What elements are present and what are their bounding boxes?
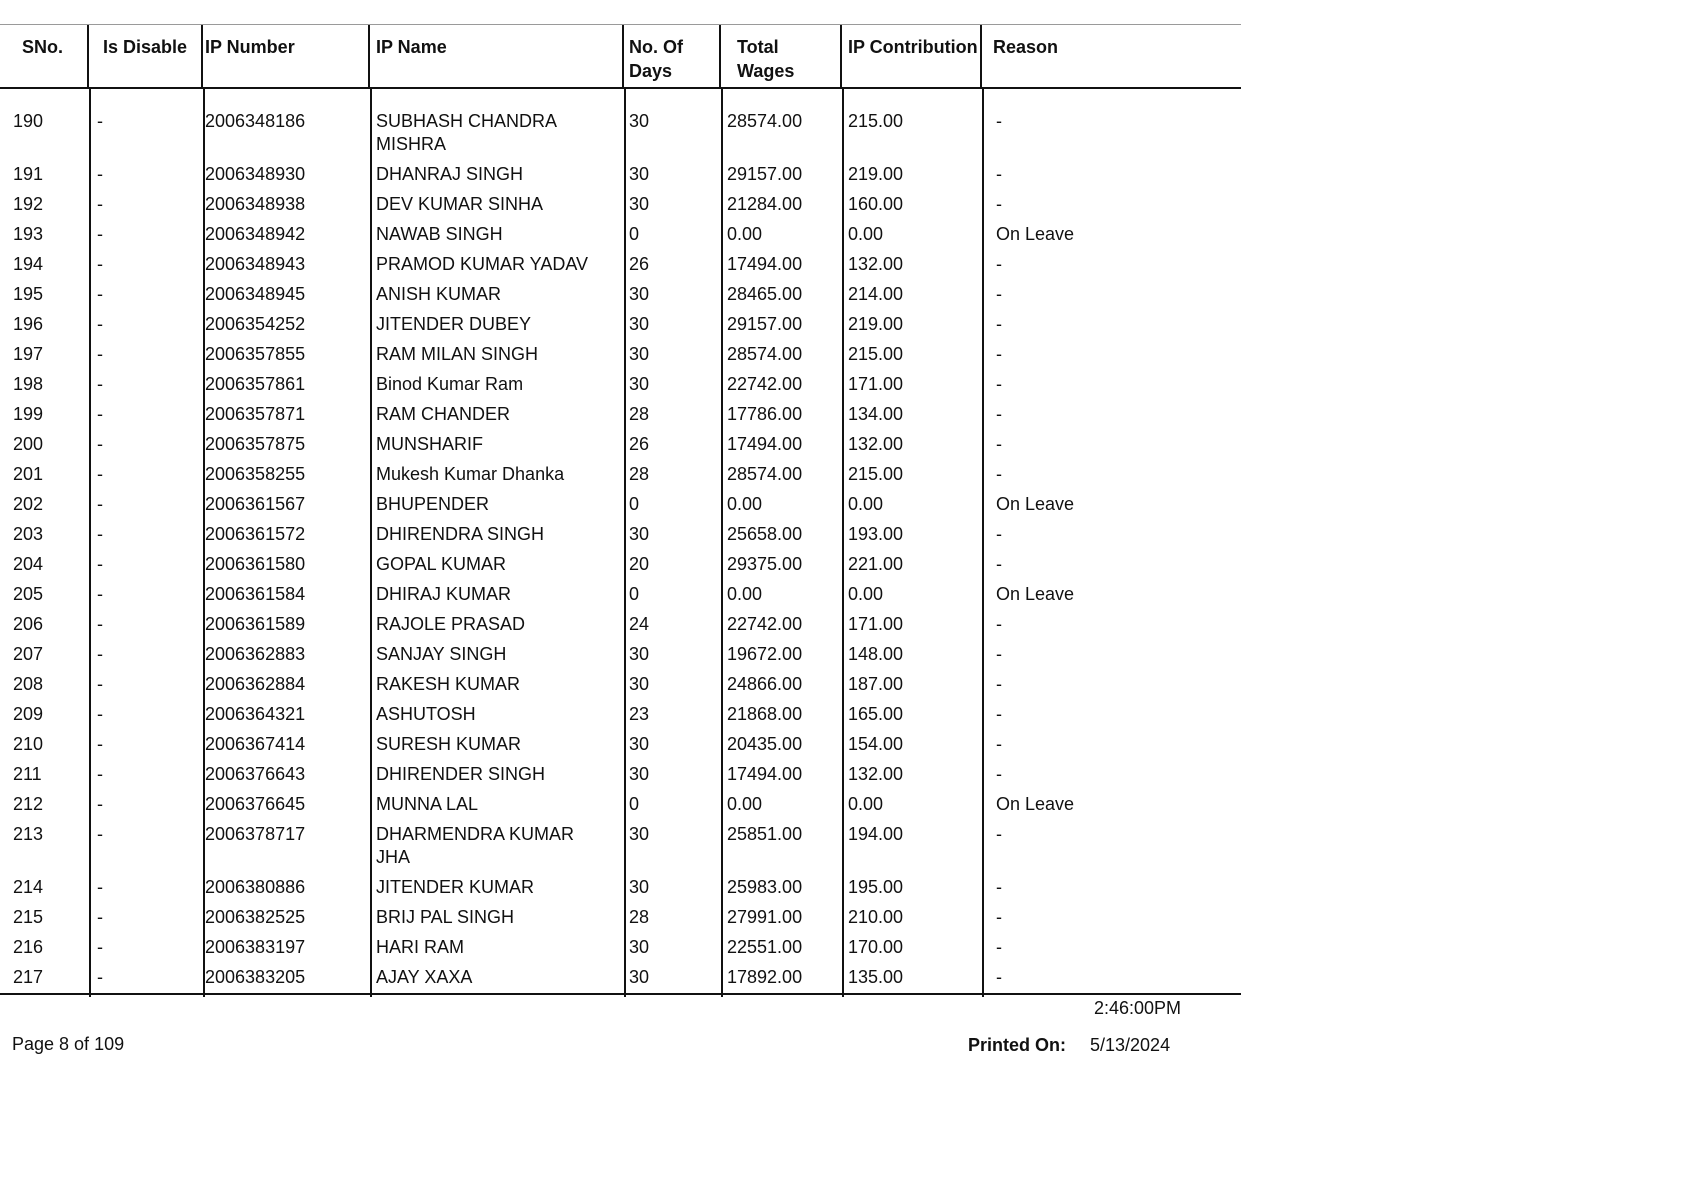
table-row bbox=[0, 730, 1241, 760]
cell-ip-number: 2006376643 bbox=[205, 764, 306, 784]
cell-wages: 28574.00 bbox=[727, 344, 803, 364]
cell-sno: 215 bbox=[13, 907, 44, 927]
cell-is-disable: - bbox=[97, 937, 103, 957]
cell-wages: 0.00 bbox=[727, 584, 763, 604]
cell-ip-number: 2006354252 bbox=[205, 314, 306, 334]
cell-reason: - bbox=[996, 111, 1002, 131]
cell-contribution: 135.00 bbox=[848, 967, 904, 987]
cell-days: 30 bbox=[629, 824, 650, 844]
printed-on-label: Printed On: bbox=[968, 1035, 1066, 1055]
cell-ip-number: 2006348943 bbox=[205, 254, 306, 274]
cell-sno: 203 bbox=[13, 524, 44, 544]
cell-days: 30 bbox=[629, 764, 650, 784]
cell-ip-number: 2006380886 bbox=[205, 877, 306, 897]
header-is-disable: Is Disable bbox=[89, 25, 203, 87]
cell-reason: On Leave bbox=[996, 494, 1075, 514]
cell-contribution: 132.00 bbox=[848, 764, 904, 784]
cell-reason: - bbox=[996, 374, 1002, 394]
cell-sno: 214 bbox=[13, 877, 44, 897]
table-row bbox=[0, 963, 1241, 993]
cell-ip-number: 2006357855 bbox=[205, 344, 306, 364]
table-row bbox=[0, 310, 1241, 340]
cell-days: 23 bbox=[629, 704, 650, 724]
cell-wages: 21284.00 bbox=[727, 194, 803, 214]
cell-ip-name: DEV KUMAR SINHA bbox=[376, 194, 544, 214]
cell-reason: - bbox=[996, 284, 1002, 304]
print-time: 2:46:00PM bbox=[1094, 998, 1182, 1018]
cell-wages: 22742.00 bbox=[727, 374, 803, 394]
cell-ip-name: SANJAY SINGH bbox=[376, 644, 507, 664]
cell-ip-name: MUNNA LAL bbox=[376, 794, 479, 814]
cell-ip-number: 2006357875 bbox=[205, 434, 306, 454]
cell-reason: - bbox=[996, 907, 1002, 927]
cell-sno: 192 bbox=[13, 194, 44, 214]
cell-ip-name: ANISH KUMAR bbox=[376, 284, 502, 304]
cell-contribution: 154.00 bbox=[848, 734, 904, 754]
header-reason: Reason bbox=[993, 37, 1059, 57]
cell-ip-name: DHANRAJ SINGH bbox=[376, 164, 524, 184]
cell-is-disable: - bbox=[97, 284, 103, 304]
cell-ip-name: BHUPENDER bbox=[376, 494, 490, 514]
cell-is-disable: - bbox=[97, 794, 103, 814]
cell-wages: 27991.00 bbox=[727, 907, 803, 927]
cell-is-disable: - bbox=[97, 524, 103, 544]
cell-ip-number: 2006348186 bbox=[205, 111, 306, 131]
cell-ip-name: HARI RAM bbox=[376, 937, 465, 957]
table-row bbox=[0, 460, 1241, 490]
cell-wages: 28574.00 bbox=[727, 111, 803, 131]
printed-date: 5/13/2024 bbox=[1090, 1035, 1171, 1055]
cell-ip-name: RAM MILAN SINGH bbox=[376, 344, 539, 364]
report-table bbox=[0, 24, 1241, 995]
cell-sno: 195 bbox=[13, 284, 44, 304]
cell-contribution: 0.00 bbox=[848, 224, 884, 244]
cell-ip-number: 2006361580 bbox=[205, 554, 306, 574]
column-divider bbox=[842, 89, 844, 997]
cell-ip-number: 2006361584 bbox=[205, 584, 306, 604]
cell-contribution: 187.00 bbox=[848, 674, 904, 694]
cell-contribution: 132.00 bbox=[848, 434, 904, 454]
cell-ip-name: Binod Kumar Ram bbox=[376, 374, 524, 394]
cell-reason: - bbox=[996, 967, 1002, 987]
cell-wages: 19672.00 bbox=[727, 644, 803, 664]
cell-is-disable: - bbox=[97, 111, 103, 131]
cell-is-disable: - bbox=[97, 404, 103, 424]
cell-wages: 25983.00 bbox=[727, 877, 803, 897]
cell-ip-name: DHIRAJ KUMAR bbox=[376, 584, 512, 604]
cell-days: 30 bbox=[629, 314, 650, 334]
cell-days: 0 bbox=[629, 584, 640, 604]
cell-wages: 29375.00 bbox=[727, 554, 803, 574]
cell-wages: 0.00 bbox=[727, 494, 763, 514]
cell-reason: - bbox=[996, 824, 1002, 844]
table-row bbox=[0, 760, 1241, 790]
table-body bbox=[0, 89, 1241, 995]
cell-ip-name: NAWAB SINGH bbox=[376, 224, 503, 244]
table-row bbox=[0, 670, 1241, 700]
cell-ip-name: GOPAL KUMAR bbox=[376, 554, 507, 574]
cell-ip-name: PRAMOD KUMAR YADAV bbox=[376, 254, 589, 274]
cell-days: 30 bbox=[629, 644, 650, 664]
cell-reason: - bbox=[996, 254, 1002, 274]
table-row bbox=[0, 873, 1241, 903]
cell-wages: 29157.00 bbox=[727, 314, 803, 334]
cell-wages: 17494.00 bbox=[727, 434, 803, 454]
cell-ip-name: JITENDER KUMAR bbox=[376, 877, 535, 897]
header-contribution: IP Contribution bbox=[842, 25, 982, 87]
cell-reason: - bbox=[996, 734, 1002, 754]
cell-ip-number: 2006362884 bbox=[205, 674, 306, 694]
cell-is-disable: - bbox=[97, 824, 103, 844]
cell-contribution: 171.00 bbox=[848, 614, 904, 634]
cell-days: 30 bbox=[629, 937, 650, 957]
table-row bbox=[0, 933, 1241, 963]
header-wages: Total Wages bbox=[721, 25, 842, 87]
cell-contribution: 170.00 bbox=[848, 937, 904, 957]
table-row bbox=[0, 250, 1241, 280]
cell-wages: 0.00 bbox=[727, 224, 763, 244]
cell-ip-name: SUBHASH CHANDRA MISHRA bbox=[376, 111, 557, 154]
cell-is-disable: - bbox=[97, 344, 103, 364]
cell-contribution: 0.00 bbox=[848, 494, 884, 514]
cell-wages: 22742.00 bbox=[727, 614, 803, 634]
cell-reason: - bbox=[996, 314, 1002, 334]
cell-ip-name: ASHUTOSH bbox=[376, 704, 476, 724]
cell-sno: 200 bbox=[13, 434, 44, 454]
cell-contribution: 134.00 bbox=[848, 404, 904, 424]
cell-sno: 193 bbox=[13, 224, 44, 244]
cell-reason: - bbox=[996, 877, 1002, 897]
cell-ip-number: 2006382525 bbox=[205, 907, 306, 927]
cell-days: 30 bbox=[629, 344, 650, 364]
header-ip-number: IP Number bbox=[203, 25, 370, 87]
cell-days: 28 bbox=[629, 464, 650, 484]
cell-days: 30 bbox=[629, 374, 650, 394]
column-divider bbox=[89, 89, 91, 997]
cell-ip-name: SURESH KUMAR bbox=[376, 734, 522, 754]
cell-ip-name: BRIJ PAL SINGH bbox=[376, 907, 515, 927]
cell-reason: - bbox=[996, 614, 1002, 634]
cell-ip-name: MUNSHARIF bbox=[376, 434, 483, 454]
cell-reason: - bbox=[996, 524, 1002, 544]
cell-ip-name: DHIRENDRA SINGH bbox=[376, 524, 545, 544]
cell-reason: - bbox=[996, 644, 1002, 664]
cell-reason: - bbox=[996, 937, 1002, 957]
cell-contribution: 195.00 bbox=[848, 877, 904, 897]
table-header bbox=[0, 24, 1241, 89]
cell-reason: - bbox=[996, 674, 1002, 694]
cell-ip-name: Mukesh Kumar Dhanka bbox=[376, 464, 565, 484]
cell-contribution: 193.00 bbox=[848, 524, 904, 544]
table-row bbox=[0, 220, 1241, 250]
table-row bbox=[0, 700, 1241, 730]
cell-reason: - bbox=[996, 554, 1002, 574]
table-row bbox=[0, 820, 1241, 873]
table-row bbox=[0, 340, 1241, 370]
cell-sno: 209 bbox=[13, 704, 44, 724]
cell-sno: 217 bbox=[13, 967, 44, 987]
cell-contribution: 219.00 bbox=[848, 164, 904, 184]
cell-ip-number: 2006378717 bbox=[205, 824, 306, 844]
cell-wages: 17494.00 bbox=[727, 254, 803, 274]
cell-is-disable: - bbox=[97, 764, 103, 784]
cell-days: 28 bbox=[629, 907, 650, 927]
cell-is-disable: - bbox=[97, 464, 103, 484]
cell-days: 0 bbox=[629, 494, 640, 514]
cell-is-disable: - bbox=[97, 907, 103, 927]
cell-sno: 212 bbox=[13, 794, 44, 814]
cell-sno: 196 bbox=[13, 314, 44, 334]
cell-sno: 216 bbox=[13, 937, 44, 957]
table-row bbox=[0, 903, 1241, 933]
cell-reason: - bbox=[996, 704, 1002, 724]
cell-contribution: 165.00 bbox=[848, 704, 904, 724]
table-row bbox=[0, 580, 1241, 610]
cell-is-disable: - bbox=[97, 674, 103, 694]
cell-ip-number: 2006357871 bbox=[205, 404, 306, 424]
cell-is-disable: - bbox=[97, 224, 103, 244]
cell-reason: On Leave bbox=[996, 224, 1075, 244]
cell-sno: 211 bbox=[13, 764, 42, 784]
column-divider bbox=[982, 89, 984, 997]
cell-is-disable: - bbox=[97, 194, 103, 214]
header-ip-name: IP Name bbox=[370, 25, 624, 87]
table-row bbox=[0, 430, 1241, 460]
cell-reason: On Leave bbox=[996, 794, 1075, 814]
table-row bbox=[0, 790, 1241, 820]
cell-wages: 0.00 bbox=[727, 794, 763, 814]
cell-sno: 202 bbox=[13, 494, 44, 514]
table-row bbox=[0, 490, 1241, 520]
cell-contribution: 132.00 bbox=[848, 254, 904, 274]
cell-ip-name: RAJOLE PRASAD bbox=[376, 614, 526, 634]
cell-contribution: 215.00 bbox=[848, 464, 904, 484]
cell-ip-number: 2006348930 bbox=[205, 164, 306, 184]
cell-wages: 20435.00 bbox=[727, 734, 803, 754]
cell-reason: - bbox=[996, 404, 1002, 424]
cell-contribution: 221.00 bbox=[848, 554, 904, 574]
cell-sno: 208 bbox=[13, 674, 44, 694]
cell-ip-number: 2006348945 bbox=[205, 284, 306, 304]
cell-is-disable: - bbox=[97, 314, 103, 334]
cell-contribution: 215.00 bbox=[848, 111, 904, 131]
cell-contribution: 0.00 bbox=[848, 584, 884, 604]
cell-sno: 190 bbox=[13, 111, 44, 131]
cell-sno: 199 bbox=[13, 404, 44, 424]
cell-is-disable: - bbox=[97, 554, 103, 574]
cell-ip-number: 2006348938 bbox=[205, 194, 306, 214]
cell-reason: - bbox=[996, 764, 1002, 784]
cell-is-disable: - bbox=[97, 704, 103, 724]
table-row bbox=[0, 520, 1241, 550]
cell-ip-name: DHARMENDRA KUMAR JHA bbox=[376, 824, 575, 867]
cell-days: 30 bbox=[629, 967, 650, 987]
cell-is-disable: - bbox=[97, 614, 103, 634]
cell-sno: 207 bbox=[13, 644, 44, 664]
cell-is-disable: - bbox=[97, 434, 103, 454]
column-divider bbox=[721, 89, 723, 997]
table-row bbox=[0, 280, 1241, 310]
cell-sno: 204 bbox=[13, 554, 44, 574]
cell-days: 28 bbox=[629, 404, 650, 424]
cell-wages: 21868.00 bbox=[727, 704, 803, 724]
cell-days: 20 bbox=[629, 554, 650, 574]
cell-sno: 201 bbox=[13, 464, 44, 484]
cell-ip-name: RAKESH KUMAR bbox=[376, 674, 521, 694]
cell-ip-number: 2006358255 bbox=[205, 464, 306, 484]
cell-contribution: 194.00 bbox=[848, 824, 904, 844]
cell-contribution: 148.00 bbox=[848, 644, 904, 664]
cell-sno: 191 bbox=[13, 164, 44, 184]
cell-is-disable: - bbox=[97, 374, 103, 394]
cell-days: 30 bbox=[629, 734, 650, 754]
cell-contribution: 160.00 bbox=[848, 194, 904, 214]
table-row bbox=[0, 160, 1241, 190]
cell-contribution: 215.00 bbox=[848, 344, 904, 364]
cell-days: 30 bbox=[629, 877, 650, 897]
cell-ip-number: 2006367414 bbox=[205, 734, 306, 754]
cell-wages: 17786.00 bbox=[727, 404, 803, 424]
cell-contribution: 214.00 bbox=[848, 284, 904, 304]
cell-sno: 198 bbox=[13, 374, 44, 394]
cell-sno: 194 bbox=[13, 254, 44, 274]
cell-wages: 22551.00 bbox=[727, 937, 803, 957]
cell-days: 30 bbox=[629, 194, 650, 214]
cell-ip-number: 2006348942 bbox=[205, 224, 306, 244]
cell-reason: - bbox=[996, 194, 1002, 214]
cell-is-disable: - bbox=[97, 734, 103, 754]
table-row bbox=[0, 190, 1241, 220]
cell-wages: 28574.00 bbox=[727, 464, 803, 484]
cell-ip-number: 2006364321 bbox=[205, 704, 306, 724]
cell-ip-number: 2006362883 bbox=[205, 644, 306, 664]
cell-wages: 25851.00 bbox=[727, 824, 803, 844]
cell-contribution: 219.00 bbox=[848, 314, 904, 334]
cell-ip-number: 2006361567 bbox=[205, 494, 306, 514]
cell-days: 26 bbox=[629, 254, 650, 274]
cell-wages: 25658.00 bbox=[727, 524, 803, 544]
cell-ip-name: JITENDER DUBEY bbox=[376, 314, 532, 334]
cell-sno: 206 bbox=[13, 614, 44, 634]
cell-sno: 197 bbox=[13, 344, 44, 364]
column-divider bbox=[370, 89, 372, 997]
cell-reason: On Leave bbox=[996, 584, 1075, 604]
column-divider bbox=[203, 89, 205, 997]
table-row bbox=[0, 640, 1241, 670]
header-days: No. Of Days bbox=[624, 25, 721, 87]
cell-ip-number: 2006357861 bbox=[205, 374, 306, 394]
cell-days: 30 bbox=[629, 524, 650, 544]
table-row bbox=[0, 107, 1241, 160]
table-row bbox=[0, 400, 1241, 430]
cell-reason: - bbox=[996, 434, 1002, 454]
cell-sno: 205 bbox=[13, 584, 44, 604]
cell-days: 30 bbox=[629, 164, 650, 184]
cell-sno: 213 bbox=[13, 824, 44, 844]
cell-days: 30 bbox=[629, 674, 650, 694]
page-number: Page 8 of 109 bbox=[12, 1034, 125, 1054]
cell-sno: 210 bbox=[13, 734, 44, 754]
cell-reason: - bbox=[996, 344, 1002, 364]
cell-days: 24 bbox=[629, 614, 650, 634]
cell-days: 26 bbox=[629, 434, 650, 454]
cell-wages: 28465.00 bbox=[727, 284, 803, 304]
cell-ip-name: AJAY XAXA bbox=[376, 967, 473, 987]
cell-wages: 24866.00 bbox=[727, 674, 803, 694]
cell-is-disable: - bbox=[97, 584, 103, 604]
cell-reason: - bbox=[996, 164, 1002, 184]
cell-is-disable: - bbox=[97, 644, 103, 664]
cell-wages: 17892.00 bbox=[727, 967, 803, 987]
cell-contribution: 171.00 bbox=[848, 374, 904, 394]
cell-wages: 29157.00 bbox=[727, 164, 803, 184]
cell-ip-name: RAM CHANDER bbox=[376, 404, 511, 424]
cell-wages: 17494.00 bbox=[727, 764, 803, 784]
cell-ip-name: DHIRENDER SINGH bbox=[376, 764, 546, 784]
cell-is-disable: - bbox=[97, 877, 103, 897]
table-row bbox=[0, 550, 1241, 580]
cell-is-disable: - bbox=[97, 967, 103, 987]
column-divider bbox=[624, 89, 626, 997]
cell-contribution: 0.00 bbox=[848, 794, 884, 814]
cell-ip-number: 2006361589 bbox=[205, 614, 306, 634]
cell-contribution: 210.00 bbox=[848, 907, 904, 927]
cell-days: 0 bbox=[629, 224, 640, 244]
cell-ip-number: 2006376645 bbox=[205, 794, 306, 814]
cell-reason: - bbox=[996, 464, 1002, 484]
cell-is-disable: - bbox=[97, 254, 103, 274]
cell-ip-number: 2006383197 bbox=[205, 937, 306, 957]
cell-ip-number: 2006361572 bbox=[205, 524, 306, 544]
cell-ip-number: 2006383205 bbox=[205, 967, 306, 987]
cell-is-disable: - bbox=[97, 164, 103, 184]
header-sno: SNo. bbox=[0, 25, 89, 87]
cell-days: 30 bbox=[629, 284, 650, 304]
table-row bbox=[0, 370, 1241, 400]
cell-is-disable: - bbox=[97, 494, 103, 514]
cell-days: 0 bbox=[629, 794, 640, 814]
table-row bbox=[0, 610, 1241, 640]
cell-days: 30 bbox=[629, 111, 650, 131]
